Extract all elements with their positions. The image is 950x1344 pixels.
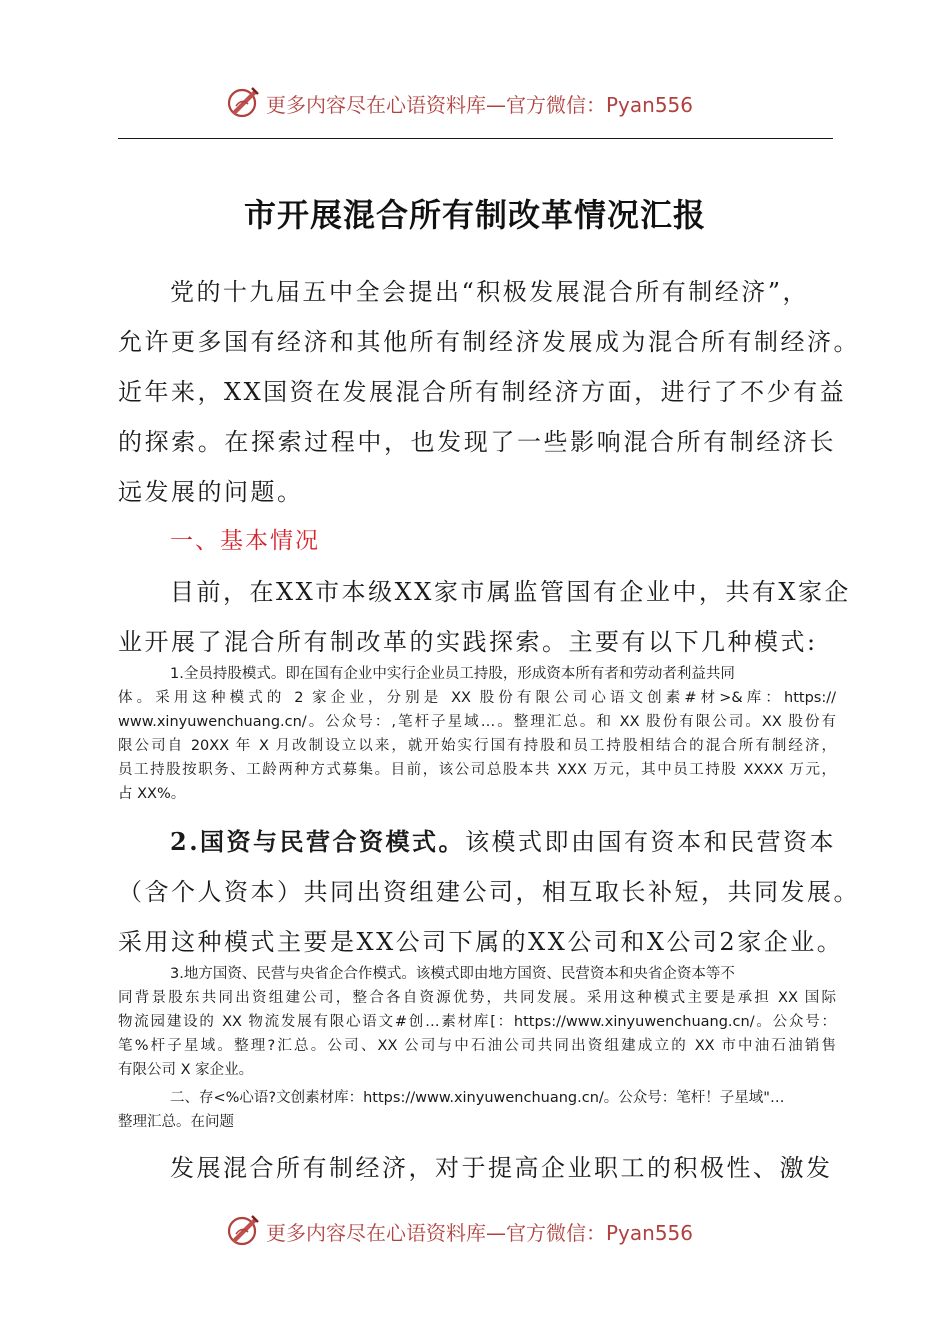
intro-line-5: 远发展的问题。	[118, 478, 304, 506]
mode1-line-5: 员工持股按职务、工龄两种方式募集。目前，该公司总股本共 XXX 万元，其中员工持股 XXXX 万元，	[118, 762, 836, 778]
brand-footer	[0, 1210, 950, 1250]
mode1-line-6: 占 XX%。	[118, 786, 186, 802]
brand-header	[0, 82, 950, 122]
pen-logo-icon	[226, 1212, 262, 1248]
mode2-line-2: （含个人资本）共同出资组建公司，相互取长补短，共同发展。	[118, 878, 860, 906]
mode2-bold-label: 2.国资与民营合资模式。	[170, 827, 466, 856]
section1-line-1: 目前，在XX市本级XX家市属监管国有企业中，共有X家企	[170, 578, 851, 606]
pen-logo-icon	[226, 84, 262, 120]
section2-line-2: 整理汇总。在问题	[118, 1114, 234, 1130]
intro-line-1: 党的十九届五中全会提出“积极发展混合所有制经济”，	[170, 278, 810, 306]
mode1-line-4: 限公司自 20XX 年 X 月改制设立以来，就开始实行国有持股和员工持股相结合的混合所有制经济，	[118, 738, 836, 754]
brand-text: 更多内容尽在心语资料库—官方微信：Pyan556	[266, 1221, 694, 1245]
mode2-line-3: 采用这种模式主要是XX公司下属的XX公司和X公司2家企业。	[118, 928, 844, 956]
mode3-line-4: 笔%杆子星域。整理?汇总。公司、XX 公司与中石油公司共同出资组建成立的 XX 市中油石油销售	[118, 1038, 836, 1054]
document-title: 市开展混合所有制改革情况汇报	[243, 196, 706, 234]
mode3-line-3: 物流园建设的 XX 物流发展有限心语文#创…素材库[：https://www.xinyuwenchuang.cn/。公众号：	[118, 1014, 836, 1030]
brand-text: 更多内容尽在心语资料库—官方微信：Pyan556	[266, 93, 694, 117]
section1-line-2: 业开展了混合所有制改革的实践探索。主要有以下几种模式:	[118, 628, 818, 656]
section-heading-basic: 一、基本情况	[170, 528, 320, 554]
intro-line-4: 的探索。在探索过程中，也发现了一些影响混合所有制经济长	[118, 428, 836, 456]
intro-line-3: 近年来，XX国资在发展混合所有制经济方面，进行了不少有益	[118, 378, 847, 406]
mode3-line-2: 同背景股东共同出资组建公司，整合各自资源优势，共同发展。采用这种模式主要是承担 XX 国际	[118, 990, 836, 1006]
section2-line-1: 二、存<%心语?文创素材库：https://www.xinyuwenchuang.cn/。公众号：笔杆！子星域"…	[170, 1090, 785, 1106]
body-last-line: 发展混合所有制经济，对于提高企业职工的积极性、激发	[170, 1154, 833, 1182]
mode1-line-2: 体。采用这种模式的 2 家企业，分别是 XX 股份有限公司心语文创素#材>&库：https://	[118, 690, 836, 706]
mode2-line-1	[170, 822, 836, 857]
mode2-first-rest: 该模式即由国有资本和民营资本	[465, 828, 837, 856]
mode1-line-1: 1.全员持股模式。即在国有企业中实行企业员工持股，形成资本所有者和劳动者利益共同	[170, 666, 735, 682]
intro-line-2: 允许更多国有经济和其他所有制经济发展成为混合所有制经济。	[118, 328, 860, 356]
mode1-line-3: www.xinyuwenchuang.cn/。公众号：,笔杆子星域…。整理汇总。和 XX 股份有限公司。XX 股份有	[118, 714, 836, 730]
mode3-line-5: 有限公司 X 家企业。	[118, 1062, 254, 1078]
header-divider	[118, 138, 833, 139]
mode3-line-1: 3.地方国资、民营与央省企合作模式。该模式即由地方国资、民营资本和央省企资本等不	[170, 966, 735, 982]
